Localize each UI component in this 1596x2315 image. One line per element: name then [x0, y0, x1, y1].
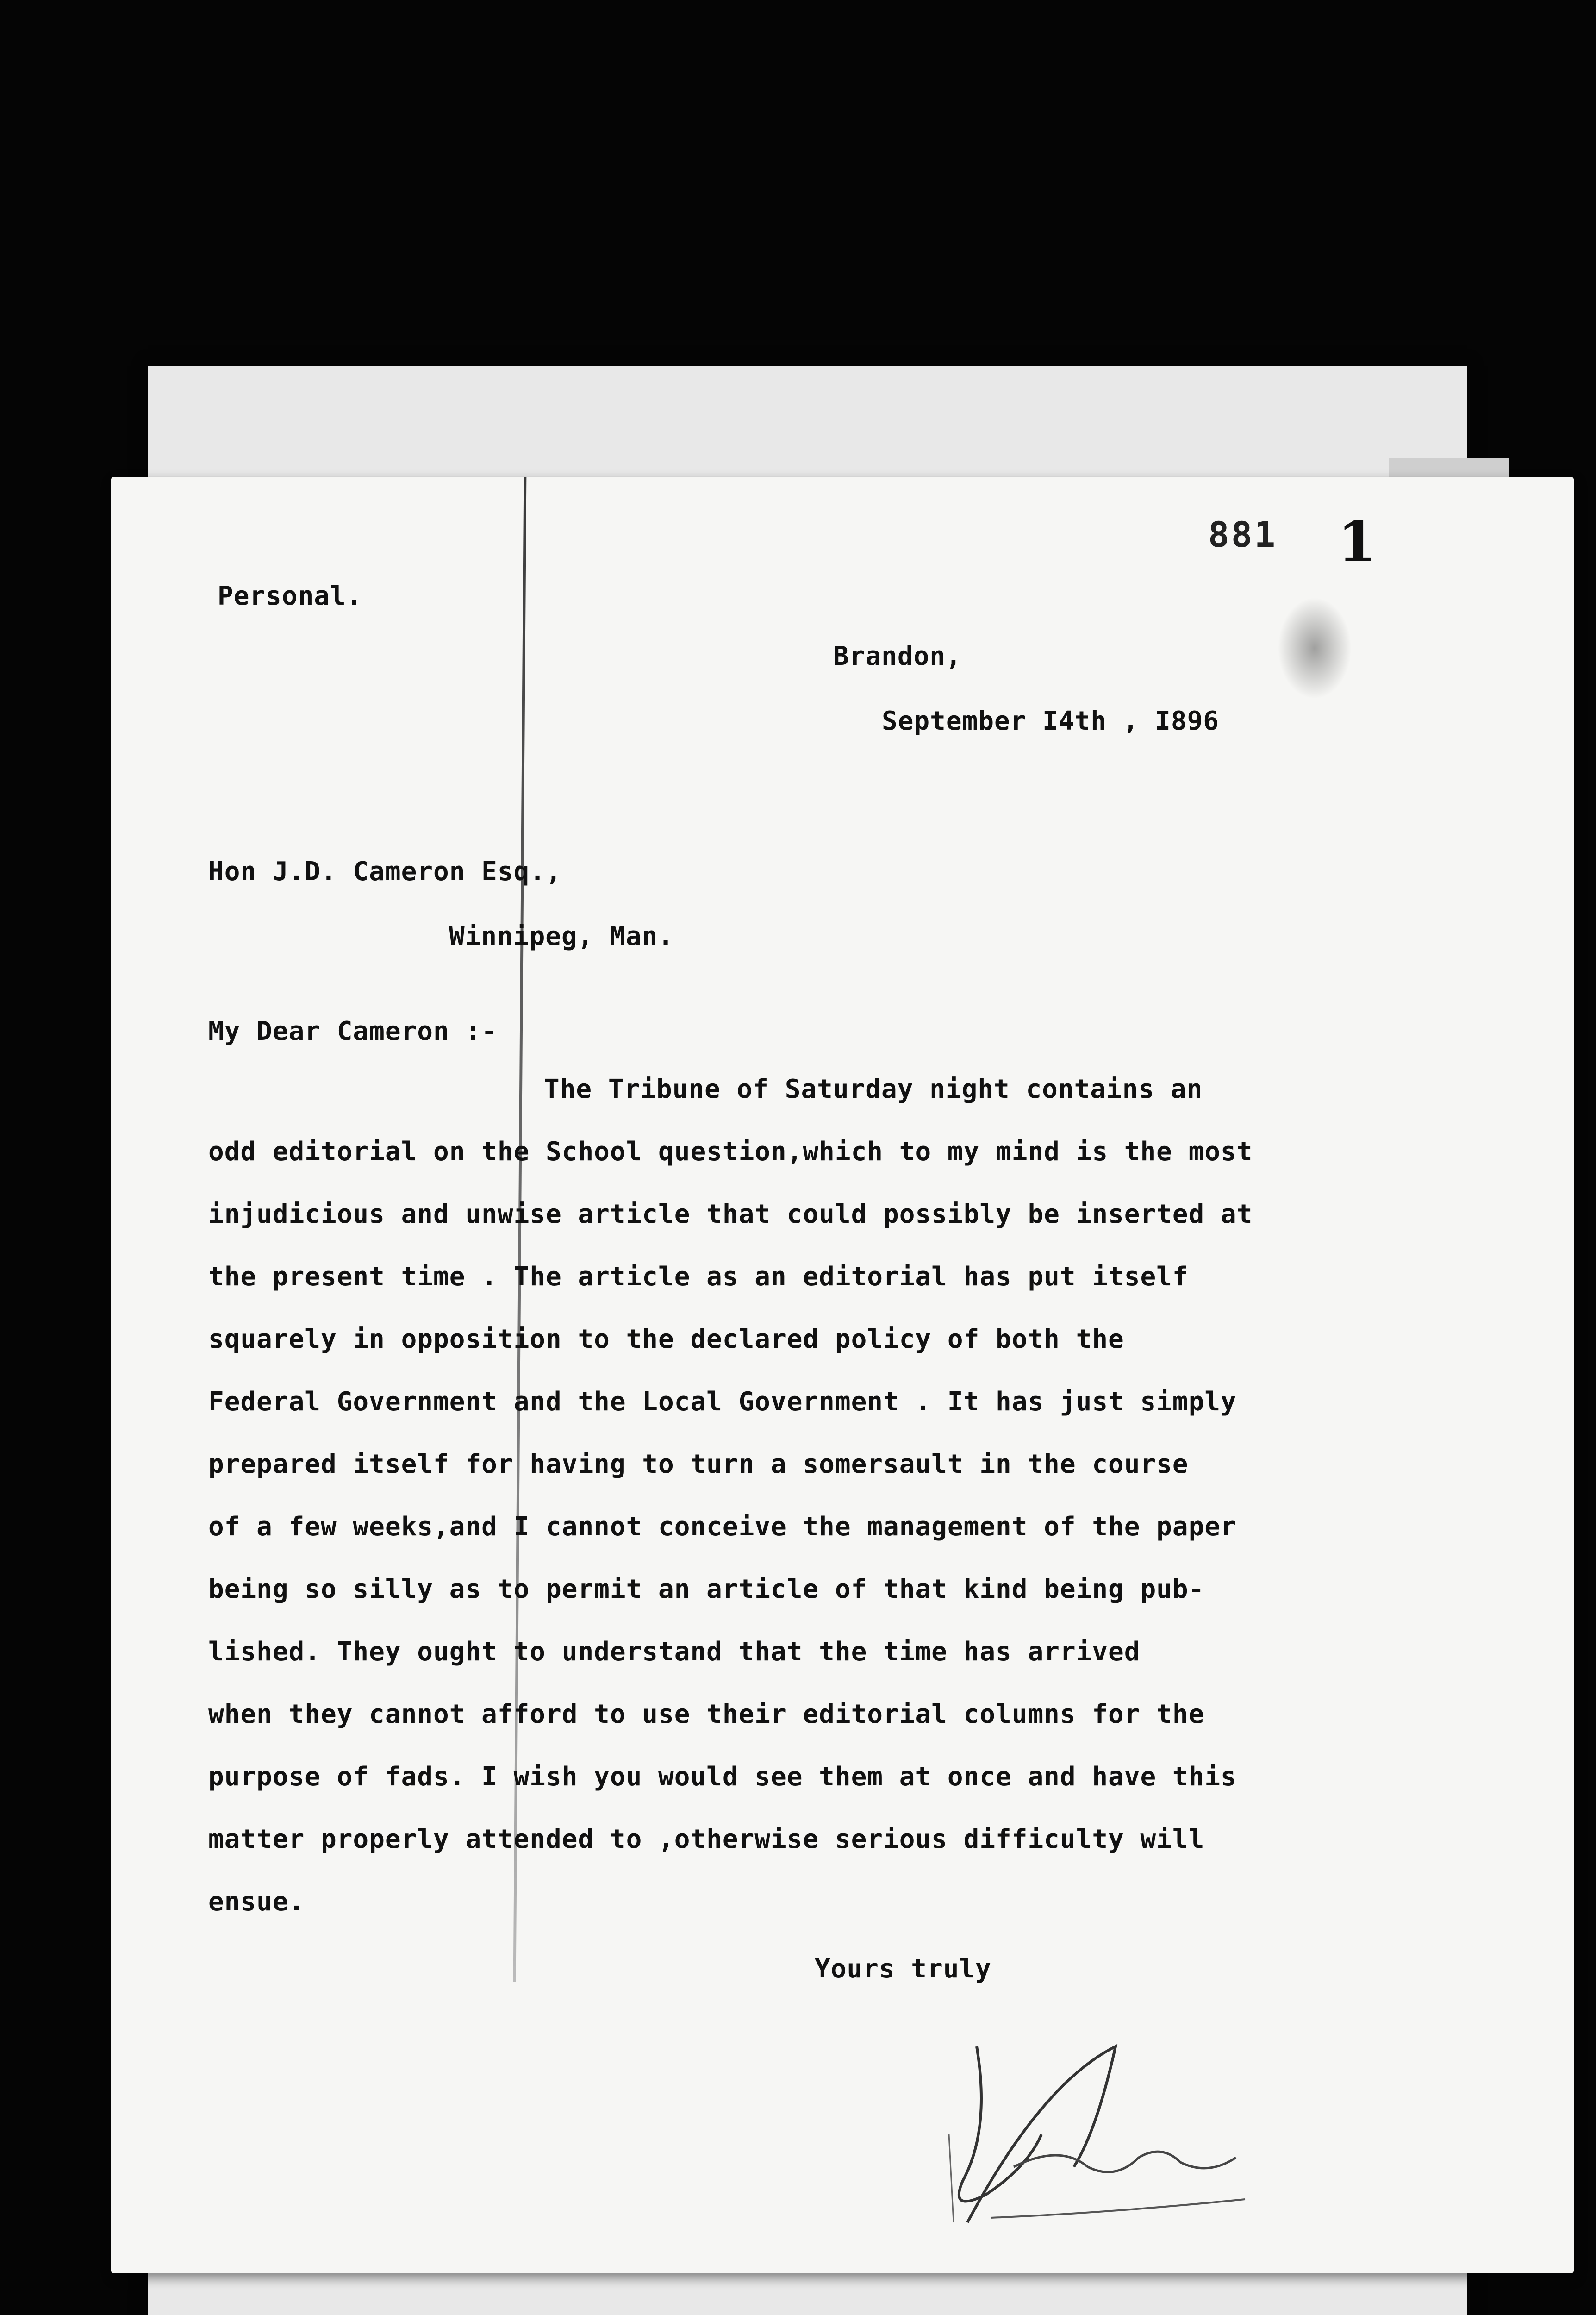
body-line: of a few weeks,and I cannot conceive the management of the paper [208, 1512, 1237, 1542]
addressee-location: Winnipeg, Man. [449, 921, 674, 951]
body-line: purpose of fads. I wish you would see them at once and have this [208, 1762, 1237, 1792]
ink-smudge [1278, 597, 1352, 699]
body-line: being so silly as to permit an article of that kind being pub- [208, 1574, 1205, 1604]
body-line: injudicious and unwise article that could possibly be inserted at [208, 1199, 1253, 1229]
reference-number: 881 [1208, 514, 1278, 555]
page-number: 1 [1338, 509, 1377, 575]
handwritten-signature [921, 2028, 1291, 2250]
letter-page [111, 477, 1574, 2273]
body-line: ensue. [208, 1887, 305, 1917]
letter-place: Brandon, [833, 641, 962, 671]
body-line: The Tribune of Saturday night contains an [544, 1074, 1203, 1104]
body-line: the present time . The article as an editorial has put itself [208, 1262, 1189, 1292]
body-line: odd editorial on the School question,which to my mind is the most [208, 1137, 1253, 1167]
letter-date: September I4th , I896 [882, 706, 1220, 736]
body-line: matter properly attended to ,otherwise serious difficulty will [208, 1824, 1205, 1854]
body-line: when they cannot afford to use their editorial columns for the [208, 1699, 1205, 1729]
letter-marking: Personal. [218, 581, 362, 611]
body-line: prepared itself for having to turn a somersault in the course [208, 1449, 1189, 1479]
body-line: lished. They ought to understand that the time has arrived [208, 1637, 1141, 1667]
body-line: squarely in opposition to the declared policy of both the [208, 1324, 1124, 1354]
salutation: My Dear Cameron :- [208, 1016, 498, 1046]
closing: Yours truly [815, 1954, 991, 1984]
body-line: Federal Government and the Local Government . It has just simply [208, 1387, 1237, 1417]
addressee-name: Hon J.D. Cameron Esq., [208, 857, 562, 887]
